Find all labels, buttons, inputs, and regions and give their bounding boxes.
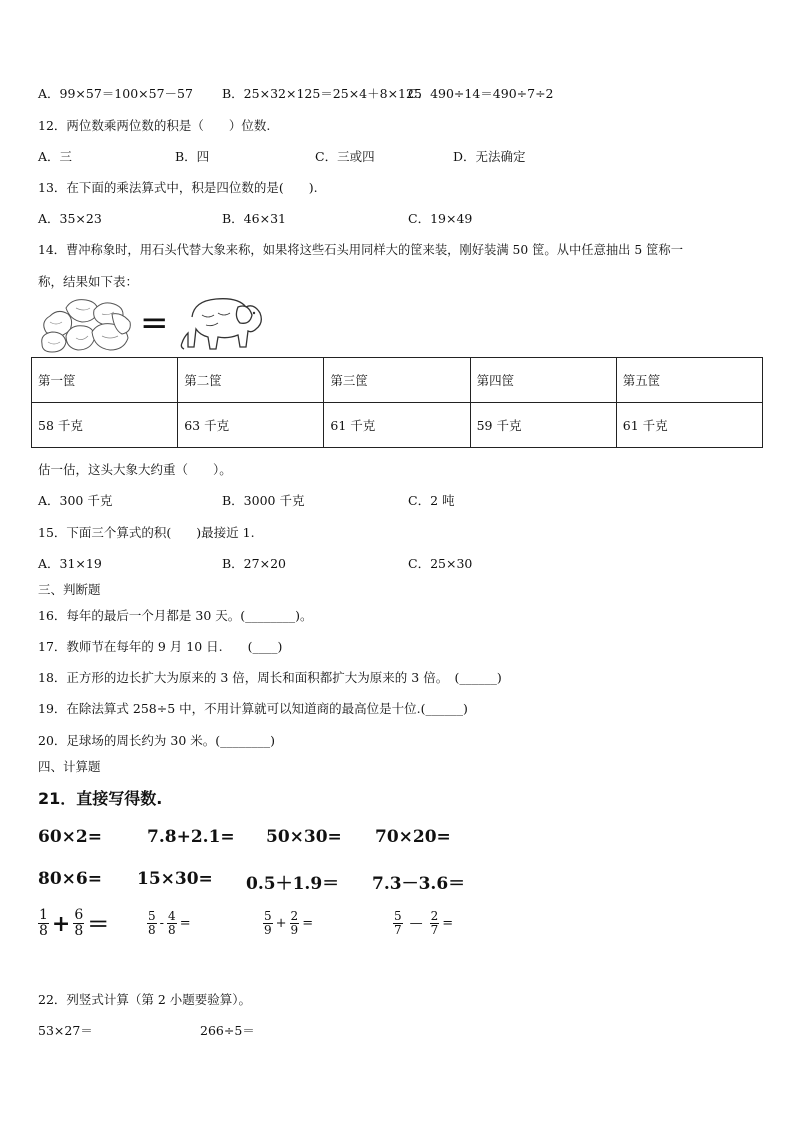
calc-item: 7.8+2.1= [147,827,235,847]
q14-option-a: A．300 千克 [38,493,113,508]
numerator: 4 [168,909,176,923]
denominator: 8 [74,923,84,939]
q22-stem: 22．列竖式计算（第 2 小题要验算）。 [38,992,252,1007]
table-cell: 61 千克 [324,403,470,448]
numerator: 5 [394,909,402,923]
denominator: 9 [264,922,272,937]
fraction-expression [147,910,191,936]
numerator: 5 [264,909,272,923]
fraction [73,908,84,938]
section-title-judgement: 三、判断题 [38,582,101,597]
fraction-expression [263,910,313,936]
fraction-expression [393,910,453,936]
q12-option-c: C．三或四 [315,149,375,164]
table-header-row [32,358,763,403]
q20-stem: 20．足球场的周长约为 30 米。(________) [38,733,276,748]
basket-weight-table [31,357,763,448]
q14-option-b: B．3000 千克 [222,493,305,508]
q13-option-b: B．46×31 [222,211,286,226]
q14-stem-line2: 称，结果如下表： [38,274,139,289]
q13-option-a: A．35×23 [38,211,102,226]
q16-stem: 16．每年的最后一个月都是 30 天。(________)。 [38,608,313,623]
elephant-illustration [178,293,268,355]
calc-item: 60×2= [38,827,102,847]
table-header-cell: 第四筐 [470,358,616,403]
q14-stem-line1: 14．曹冲称象时，用石头代替大象来称，如果将这些石头用同样大的筐来装，刚好装满 50 筐。从中任意抽出 5 筐称一 [38,243,684,257]
q17-stem: 17．教师节在每年的 9 月 10 日. (____) [38,639,283,654]
fraction [147,910,157,936]
operator: - [159,915,165,931]
q15-stem: 15．下面三个算式的积( )最接近 1. [38,525,255,540]
q13-option-c: C．19×49 [408,211,473,226]
operator: — [409,915,423,931]
table-header-cell: 第三筐 [324,358,470,403]
numerator: 2 [430,909,439,923]
q14-question: 估一估，这头大象大约重（ ）。 [38,462,232,477]
q15-option-c: C．25×30 [408,556,473,571]
denominator: 7 [430,922,439,937]
calc-item: 80×6= [38,869,102,889]
table-header-cell: 第五筐 [616,358,762,403]
q11-option-a: A．99×57＝100×57－57 [38,86,193,101]
numerator: 2 [290,909,299,923]
equals: = [302,915,314,931]
calc-item: 70×20= [375,827,451,847]
q12-option-a: A．三 [38,149,73,164]
equals-sign: = [140,303,169,343]
fraction [167,910,177,936]
denominator: 8 [39,923,48,939]
q22-item: 53×27＝ [38,1023,93,1038]
fraction [263,910,273,936]
table-header-cell: 第一筐 [32,358,178,403]
fraction [38,908,49,938]
q11-option-c: C．490÷14＝490÷7÷2 [408,86,554,101]
numerator: 1 [39,907,48,924]
calc-item: 7.3－3.6＝ [372,874,466,894]
calc-item: 50×30= [266,827,342,847]
table-cell: 58 千克 [32,403,178,448]
q22-item: 266÷5＝ [200,1023,255,1038]
denominator: 8 [148,922,156,937]
q21-title: 21．直接写得数. [38,789,163,808]
table-cell: 63 千克 [178,403,324,448]
q15-option-a: A．31×19 [38,556,102,571]
table-row [32,403,763,448]
section-title-calculation: 四、计算题 [38,759,101,774]
fraction-expression [38,908,109,939]
table-header-cell: 第二筐 [178,358,324,403]
fraction [393,910,403,936]
table-cell: 59 千克 [470,403,616,448]
table-cell: 61 千克 [616,403,762,448]
operator: + [275,915,287,931]
q13-stem: 13．在下面的乘法算式中，积是四位数的是( ). [38,180,318,195]
fraction [290,910,300,936]
q14-option-c: C．2 吨 [408,493,455,508]
equals: = [442,915,454,931]
operator: + [51,910,71,937]
numerator: 6 [74,907,84,924]
q15-option-b: B．27×20 [222,556,286,571]
q12-option-d: D．无法确定 [453,149,526,164]
calc-item: 15×30= [137,869,213,889]
q12-stem: 12．两位数乘两位数的积是（ ）位数. [38,118,271,133]
denominator: 7 [394,922,402,937]
stones-illustration [36,294,136,356]
equals: ＝ [87,912,110,938]
denominator: 8 [168,922,176,937]
calc-item: 0.5＋1.9＝ [246,874,340,894]
q11-option-b: B．25×32×125＝25×4＋8×125 [222,86,422,101]
numerator: 5 [148,909,156,923]
q18-stem: 18．正方形的边长扩大为原来的 3 倍，周长和面积都扩大为原来的 3 倍。 (______) [38,670,502,685]
denominator: 9 [290,922,299,937]
fraction [430,910,440,936]
equals: = [179,915,191,931]
q12-option-b: B．四 [175,149,210,164]
q19-stem: 19．在除法算式 258÷5 中，不用计算就可以知道商的最高位是十位.(______) [38,701,468,716]
